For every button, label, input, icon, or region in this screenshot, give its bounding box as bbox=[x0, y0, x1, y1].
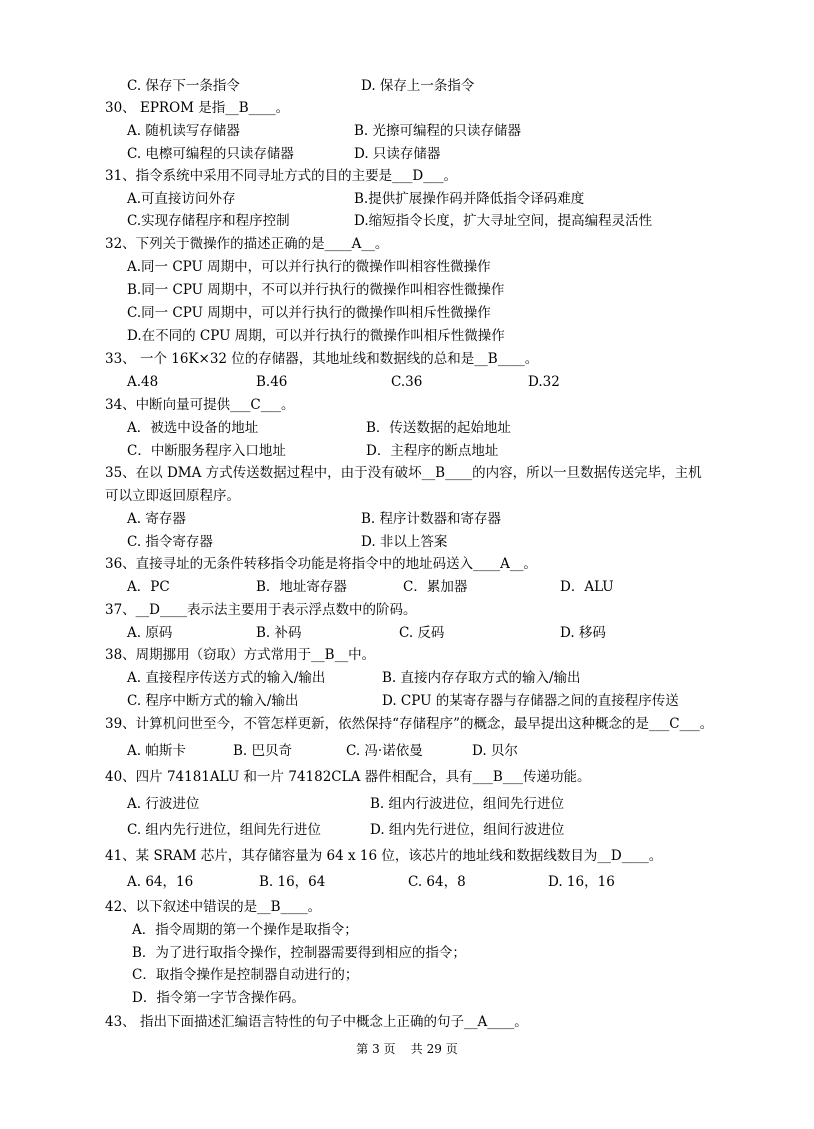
q36-option-b: B．地址寄存器 bbox=[256, 579, 347, 595]
q43-question: 43、 指出下面描述汇编语言特性的句子中概念上正确的句子__A____。 bbox=[105, 1014, 528, 1030]
q42-option-c: C．取指令操作是控制器自动进行的； bbox=[132, 967, 359, 983]
q39-option-b: B. 巴贝奇 bbox=[233, 743, 293, 759]
q38-option-d: D. CPU 的某寄存器与存储器之间的直接程序传送 bbox=[382, 693, 679, 709]
q35-option-b: B. 程序计数器和寄存器 bbox=[361, 511, 502, 527]
q42-option-d: D．指令第一字节含操作码。 bbox=[132, 990, 305, 1006]
q34-option-d: D．主程序的断点地址 bbox=[366, 443, 499, 459]
q41-option-d: D. 16，16 bbox=[548, 874, 615, 890]
q36-option-d: D．ALU bbox=[560, 579, 614, 595]
q30-option-b: B. 光擦可编程的只读存储器 bbox=[354, 123, 522, 139]
q31-option-d: D.缩短指令长度，扩大寻址空间，提高编程灵活性 bbox=[354, 213, 653, 229]
q38-option-b: B. 直接内存存取方式的输入/输出 bbox=[382, 670, 581, 686]
q33-question: 33、 一个 16K×32 位的存储器，其地址线和数据线的总和是__B____。 bbox=[105, 351, 539, 367]
q33-option-b: B.46 bbox=[256, 374, 288, 390]
q30-option-c: C. 电檫可编程的只读存储器 bbox=[127, 146, 294, 162]
q37-option-b: B. 补码 bbox=[256, 625, 302, 641]
q37-option-c: C. 反码 bbox=[399, 625, 445, 641]
q39-option-d: D. 贝尔 bbox=[472, 743, 518, 759]
q32-option-b: B.同一 CPU 周期中，不可以并行执行的微操作叫相容性微操作 bbox=[127, 282, 505, 298]
q41-question: 41、某 SRAM 芯片，其存储容量为 64 x 16 位，该芯片的地址线和数据线数目为__D____。 bbox=[105, 848, 663, 864]
q34-option-b: B．传送数据的起始地址 bbox=[366, 420, 511, 436]
q40-option-c: C. 组内先行进位，组间先行进位 bbox=[127, 822, 321, 838]
q31-option-b: B.提供扩展操作码并降低指令译码难度 bbox=[354, 191, 585, 207]
q30-question: 30、 EPROM 是指__B____。 bbox=[105, 100, 290, 116]
q37-question: 37、__D____表示法主要用于表示浮点数中的阶码。 bbox=[105, 602, 417, 618]
q38-option-c: C. 程序中断方式的输入/输出 bbox=[127, 693, 299, 709]
q31-option-a: A.可直接访问外存 bbox=[127, 191, 236, 207]
q35-option-a: A. 寄存器 bbox=[127, 511, 186, 527]
q40-question: 40、四片 74181ALU 和一片 74182CLA 器件相配合，具有___B___传递功能。 bbox=[105, 769, 591, 785]
q36-option-c: C．累加器 bbox=[403, 579, 468, 595]
q41-option-c: C. 64，8 bbox=[408, 874, 466, 890]
q34-option-c: C．中断服务程序入口地址 bbox=[127, 443, 286, 459]
q40-option-d: D. 组内先行进位，组间行波进位 bbox=[370, 822, 565, 838]
q42-option-a: A．指令周期的第一个操作是取指令； bbox=[132, 922, 358, 938]
q32-option-d: D.在不同的 CPU 周期，可以并行执行的微操作叫相斥性微操作 bbox=[127, 328, 505, 344]
q33-option-d: D.32 bbox=[528, 374, 560, 390]
q40-option-b: B. 组内行波进位，组间先行进位 bbox=[370, 796, 565, 812]
q34-option-a: A．被选中设备的地址 bbox=[127, 420, 259, 436]
q37-option-d: D. 移码 bbox=[560, 625, 606, 641]
q40-option-a: A. 行波进位 bbox=[127, 796, 200, 812]
q39-option-a: A. 帕斯卡 bbox=[127, 743, 186, 759]
q32-option-c: C.同一 CPU 周期中，可以并行执行的微操作叫相斥性微操作 bbox=[127, 305, 491, 321]
q35-question-cont: 可以立即返回原程序。 bbox=[105, 488, 240, 504]
q42-question: 42、以下叙述中错误的是__B____。 bbox=[105, 899, 322, 915]
q41-option-b: B. 16，64 bbox=[259, 874, 326, 890]
page-footer: 第 3 页 共 29 页 bbox=[356, 1042, 458, 1056]
q41-option-a: A. 64，16 bbox=[127, 874, 194, 890]
q39-question: 39、计算机问世至今，不管怎样更新，依然保持“存储程序”的概念，最早提出这种概念的是___C___。 bbox=[105, 716, 714, 732]
q38-question: 38、周期挪用（窃取）方式常用于__B__中。 bbox=[105, 647, 376, 663]
q29-option-c: C. 保存下一条指令 bbox=[127, 78, 240, 94]
q30-option-a: A. 随机读写存储器 bbox=[127, 123, 240, 139]
q36-question: 36、直接寻址的无条件转移指令功能是将指令中的地址码送入____A__。 bbox=[105, 556, 537, 572]
q32-question: 32、下列关于微操作的描述正确的是____A__。 bbox=[105, 236, 389, 252]
q31-option-c: C.实现存储程序和程序控制 bbox=[127, 213, 290, 229]
q33-option-a: A.48 bbox=[127, 374, 159, 390]
q36-option-a: A．PC bbox=[127, 579, 170, 595]
q32-option-a: A.同一 CPU 周期中，可以并行执行的微操作叫相容性微操作 bbox=[127, 259, 491, 275]
q33-option-c: C.36 bbox=[391, 374, 423, 390]
q42-option-b: B．为了进行取指令操作，控制器需要得到相应的指令； bbox=[132, 945, 466, 961]
q38-option-a: A. 直接程序传送方式的输入/输出 bbox=[127, 670, 326, 686]
q39-option-c: C. 冯·诺依曼 bbox=[346, 743, 423, 759]
q35-option-d: D. 非以上答案 bbox=[361, 534, 448, 550]
q35-question: 35、在以 DMA 方式传送数据过程中，由于没有破坏__B____的内容，所以一旦数据传送完毕，主机 bbox=[105, 465, 702, 481]
q30-option-d: D. 只读存储器 bbox=[354, 146, 441, 162]
q31-question: 31、指令系统中采用不同寻址方式的目的主要是___D___。 bbox=[105, 168, 458, 184]
q37-option-a: A. 原码 bbox=[127, 625, 173, 641]
q34-question: 34、中断向量可提供___C___。 bbox=[105, 397, 295, 413]
q29-option-d: D. 保存上一条指令 bbox=[361, 78, 475, 94]
q35-option-c: C. 指令寄存器 bbox=[127, 534, 213, 550]
